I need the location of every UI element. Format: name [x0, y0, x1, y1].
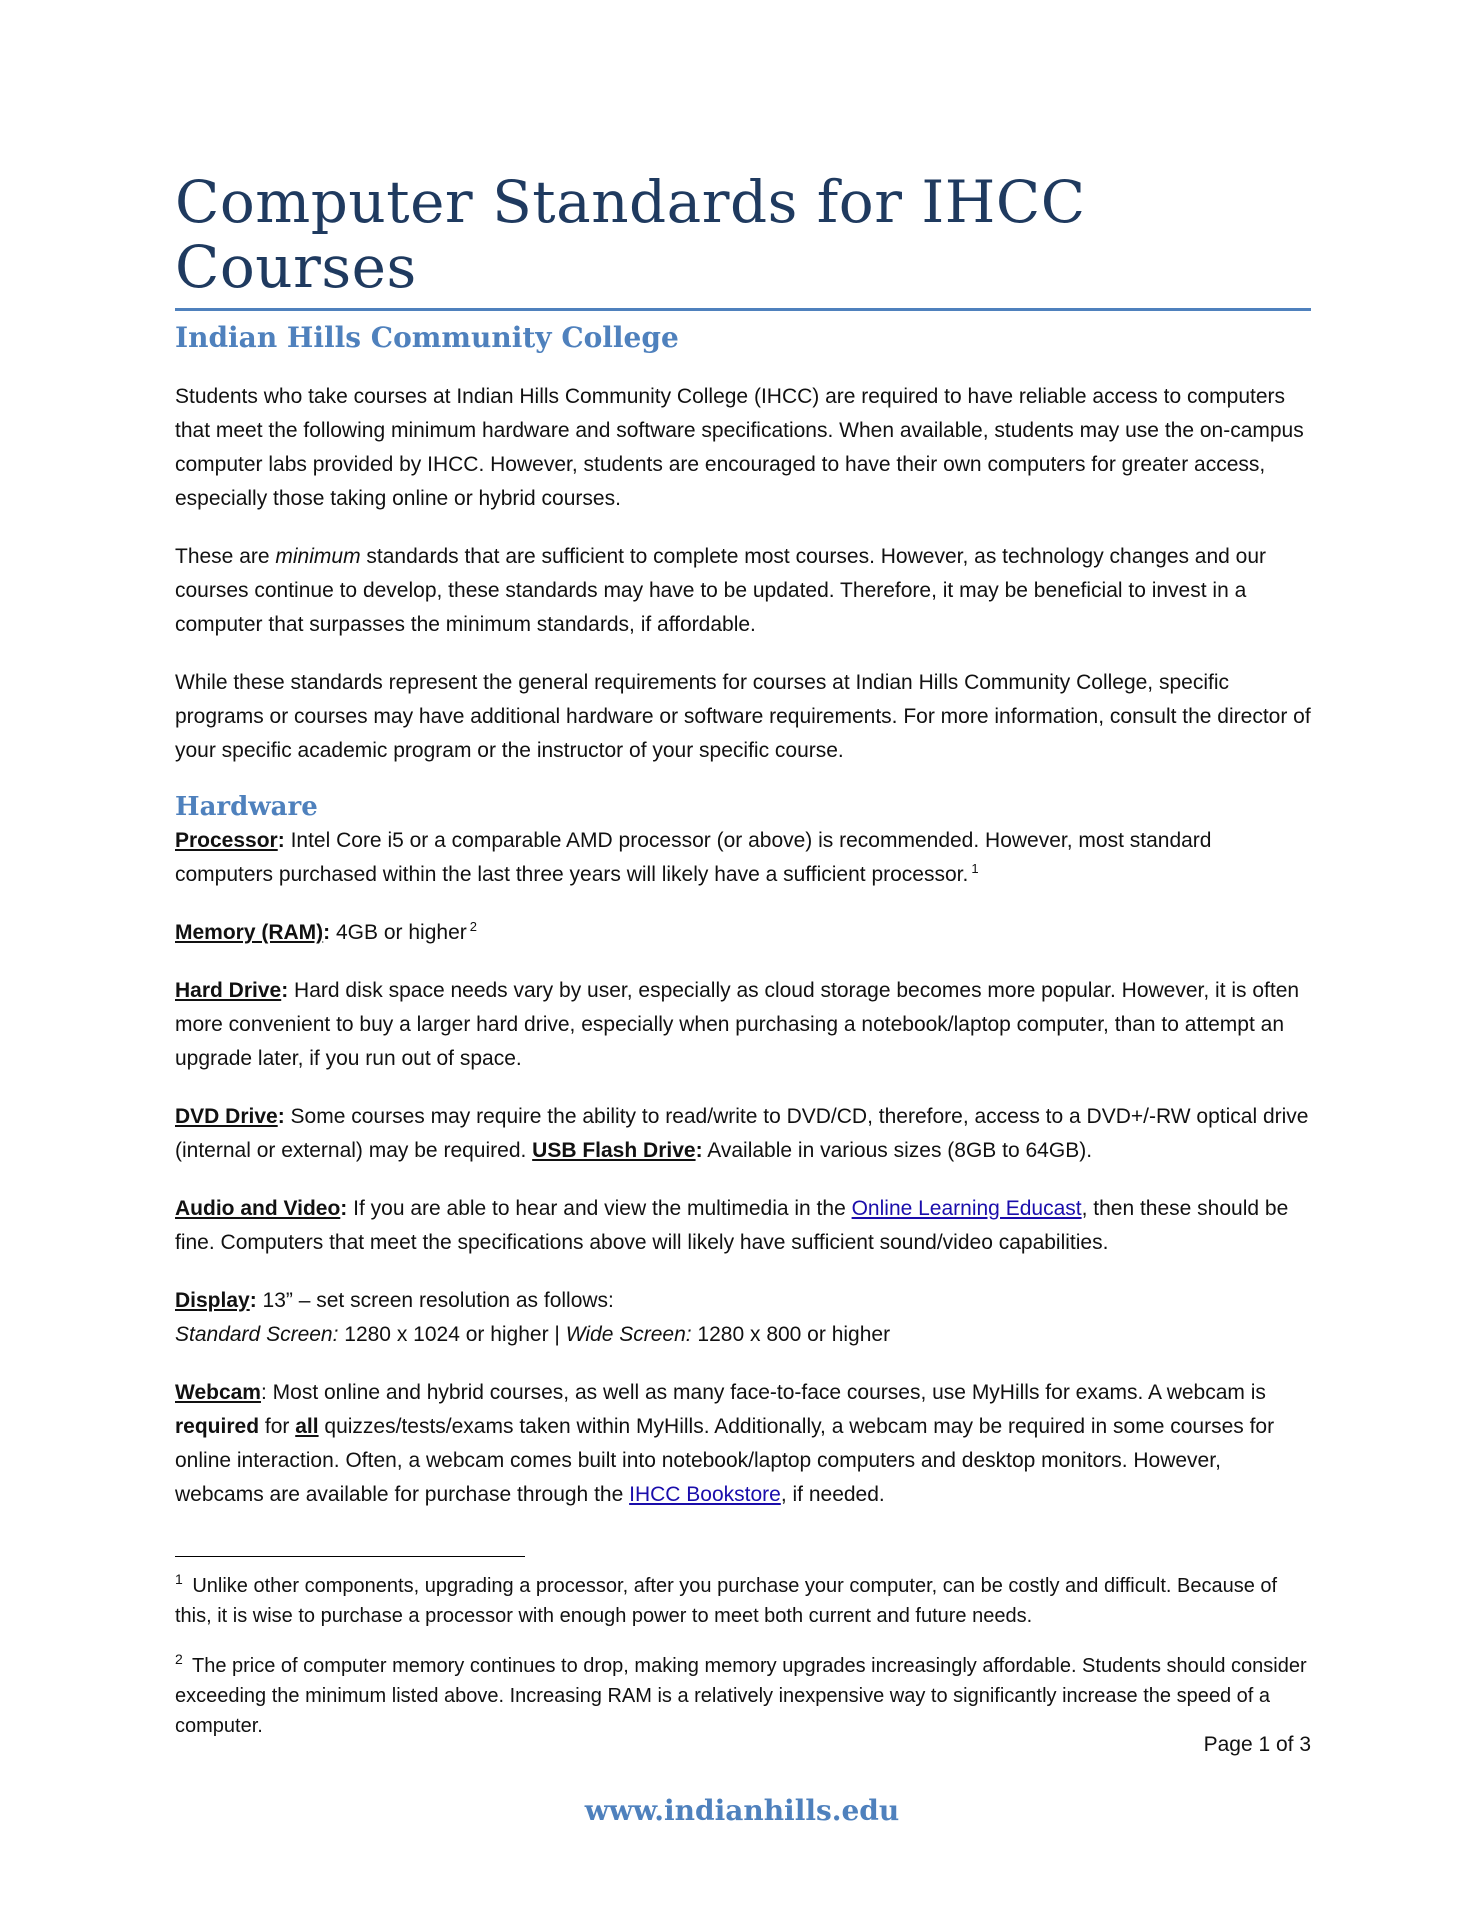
usb-flash-drive-label: USB Flash Drive:: [532, 1138, 703, 1162]
footnote-separator: [175, 1556, 525, 1557]
display-label: Display:: [175, 1288, 257, 1312]
footnote-ref-1: 1: [971, 860, 979, 876]
page-number: Page 1 of 3: [1203, 1733, 1311, 1756]
ihcc-bookstore-link[interactable]: IHCC Bookstore: [629, 1482, 781, 1506]
online-learning-educast-link[interactable]: Online Learning Educast: [851, 1196, 1082, 1220]
footnote-ref-2: 2: [469, 918, 477, 934]
emphasis-all: all: [295, 1414, 319, 1438]
memory-label: Memory (RAM):: [175, 920, 331, 944]
webcam-label: Webcam: [175, 1380, 261, 1404]
footnote-2: $^2$ The price of computer memory continues to drop, making memory upgrades increasingly affordable. Students should consider exceeding the minimum listed above. Increasing RAM is a relatively inexpensive way to significantly increase the speed of a computer.: [175, 1651, 1307, 1737]
audio-video-spec: Audio and Video: If you are able to hear and view the multimedia in the Online Learning Educast, then these should be fine. Computers that meet the specifications above will likely have sufficient sound/video capabilities.: [175, 1196, 1289, 1254]
display-spec: Display: 13” – set screen resolution as follows: Standard Screen: 1280 x 1024 or higher | Wide Screen: 1280 x 800 or higher: [175, 1288, 891, 1346]
processor-label: Processor:: [175, 828, 285, 852]
hard-drive-spec: Hard Drive: Hard disk space needs vary by user, especially as cloud storage becomes more popular. However, it is often more convenient to buy a larger hard drive, especially when purchasing a notebook/laptop computer, than to attempt an upgrade later, if you run out of space.: [175, 978, 1300, 1070]
footnote-1: $^1$ Unlike other components, upgrading a processor, after you purchase your computer, can be costly and difficult. Because of this, it is wise to purchase a processor with enough power to meet both current and future needs.: [175, 1571, 1278, 1627]
memory-spec: Memory (RAM): 4GB or higher $^2$: [175, 918, 477, 944]
audio-video-label: Audio and Video:: [175, 1196, 348, 1220]
footer-website-url: www.indianhills.edu: [584, 1794, 900, 1827]
hardware-heading: Hardware: [175, 791, 318, 822]
intro-paragraph-1: Students who take courses at Indian Hills Community College (IHCC) are required to have reliable access to computers that meet the following minimum hardware and software specifications. When available, students may use the on-campus computer labs provided by IHCC. However, students are encouraged to have their own computers for greater access, especially those taking online or hybrid courses.: [175, 384, 1304, 510]
hard-drive-label: Hard Drive:: [175, 978, 289, 1002]
emphasis-required: required: [175, 1414, 260, 1438]
page-title: Computer Standards for IHCC Courses: [175, 168, 1086, 301]
intro-paragraph-2: These are minimum standards that are sufficient to complete most courses. However, as technology changes and our courses continue to develop, these standards may have to be updated. Therefore, it may be beneficial to invest in a computer that surpasses the minimum standards, if affordable.: [175, 544, 1267, 636]
document-page: [175, 170, 1311, 1761]
emphasis-minimum: minimum: [275, 544, 361, 568]
dvd-usb-spec: DVD Drive: Some courses may require the ability to read/write to DVD/CD, therefore, access to a DVD+/-RW optical drive (internal or external) may be required. USB Flash Drive: Available in various sizes (8GB to 64GB).: [175, 1104, 1309, 1162]
title-divider: [175, 308, 1311, 311]
intro-paragraph-3: While these standards represent the general requirements for courses at Indian Hills Community College, specific programs or courses may have additional hardware or software requirements. For more information, consult the director of your specific academic program or the instructor of your specific course.: [175, 670, 1311, 762]
processor-spec: Processor: Intel Core i5 or a comparable AMD processor (or above) is recommended. However, most standard computers purchased within the last three years will likely have a sufficient processor. $^1$: [175, 828, 1212, 886]
dvd-drive-label: DVD Drive:: [175, 1104, 285, 1128]
wide-screen-label: Wide Screen:: [565, 1322, 692, 1346]
webcam-spec: Webcam: Most online and hybrid courses, as well as many face-to-face courses, use MyHills for exams. A webcam is required for all quizzes/tests/exams taken within MyHills. Additionally, a webcam may be required in some courses for online interaction. Often, a webcam comes built into notebook/laptop computers and desktop monitors. However, webcams are available for purchase through the IHCC Bookstore, if needed.: [175, 1380, 1275, 1506]
standard-screen-label: Standard Screen:: [175, 1322, 339, 1346]
page-subtitle: Indian Hills Community College: [175, 320, 679, 354]
